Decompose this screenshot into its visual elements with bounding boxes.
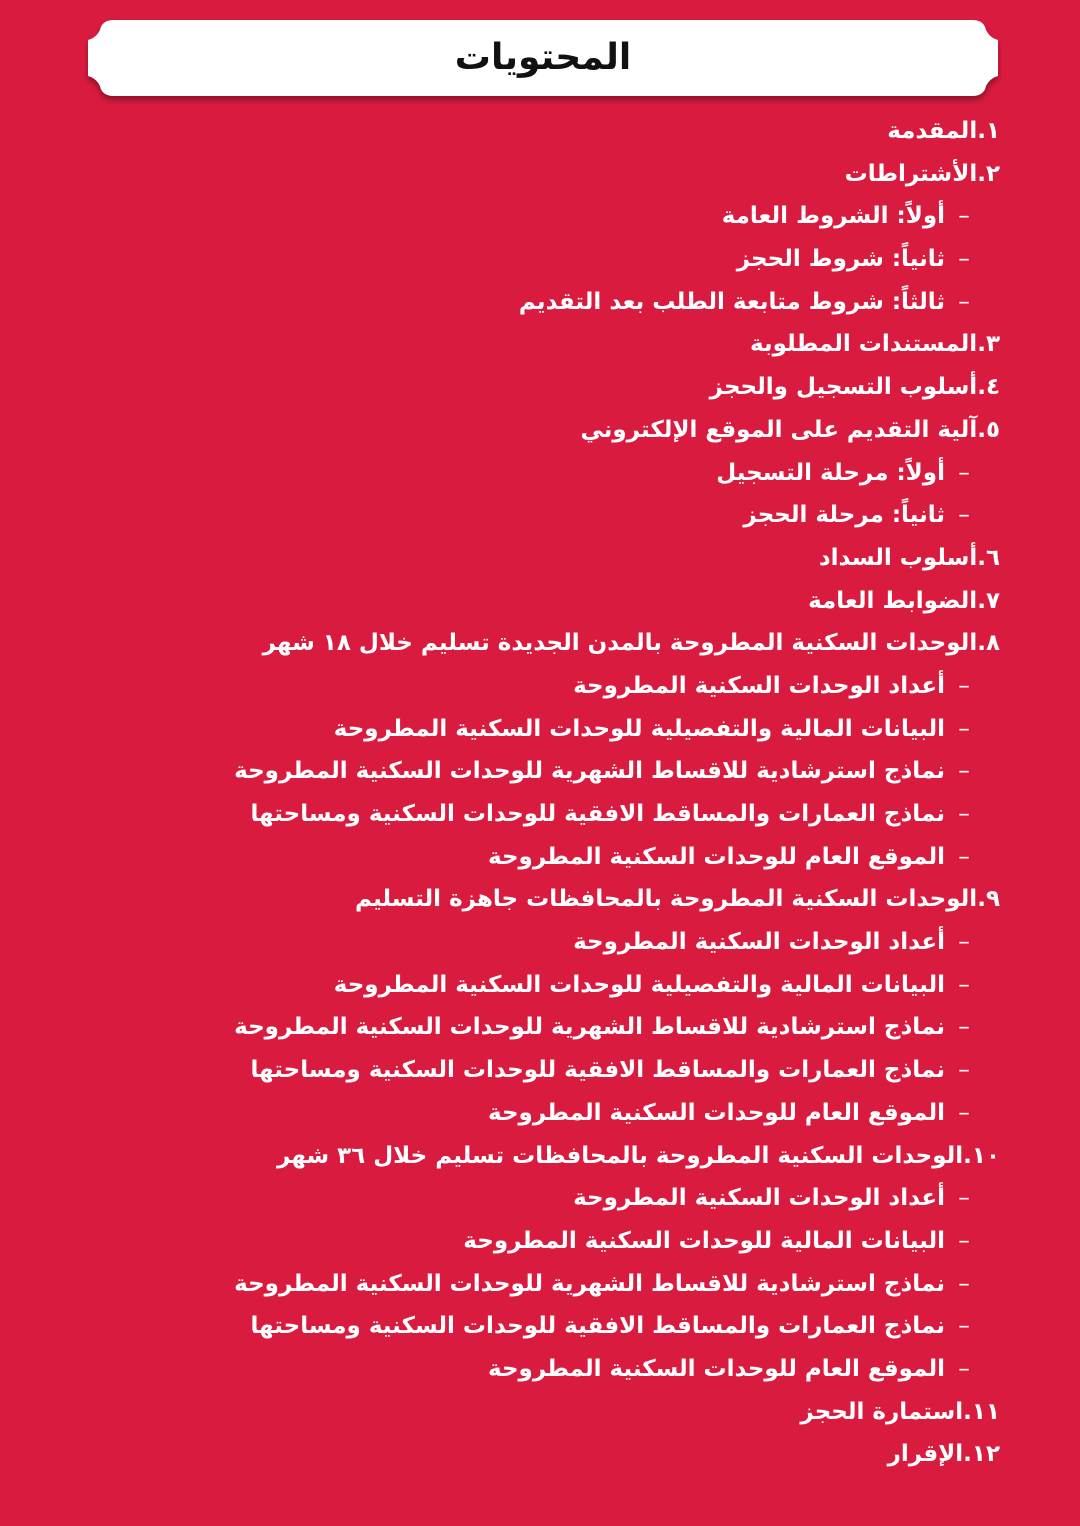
toc-subsection	[0, 665, 1080, 708]
toc-subsection	[0, 238, 1080, 281]
toc-item-label: نماذج العمارات والمساقط الافقية للوحدات السكنية ومساحتها	[250, 801, 945, 827]
toc-subsection	[0, 1006, 1080, 1049]
dash-bullet-icon: –	[958, 843, 970, 870]
toc-subsection	[0, 494, 1080, 537]
toc-section-number: ٤.	[977, 374, 1000, 401]
toc-item-label: الأشتراطات	[844, 160, 978, 187]
toc-item-label: البيانات المالية والتفصيلية للوحدات السكنية المطروحة	[333, 715, 945, 742]
toc-item-label: الضوابط العامة	[808, 587, 978, 614]
dash-bullet-icon: –	[958, 1185, 970, 1212]
toc-subsection	[0, 836, 1080, 879]
toc-section	[0, 110, 1080, 153]
toc-subsection	[0, 1348, 1080, 1391]
toc-item-label: البيانات المالية للوحدات السكنية المطروحة	[463, 1227, 945, 1254]
toc-item-label: نماذج العمارات والمساقط الافقية للوحدات السكنية ومساحتها	[250, 1057, 945, 1084]
toc-item-label: المقدمة	[887, 118, 978, 144]
dash-bullet-icon: –	[958, 1099, 970, 1126]
toc-subsection	[0, 1305, 1080, 1348]
toc-subsection	[0, 1220, 1080, 1263]
toc-subsection	[0, 708, 1080, 751]
toc-item-label: أعداد الوحدات السكنية المطروحة	[573, 672, 945, 699]
dash-bullet-icon: –	[958, 502, 970, 529]
toc-section	[0, 409, 1080, 452]
toc-item-label: أعداد الوحدات السكنية المطروحة	[573, 929, 945, 956]
toc-section-number: ١١.	[963, 1398, 1000, 1425]
toc-subsection	[0, 793, 1080, 836]
toc-subsection	[0, 1263, 1080, 1306]
dash-bullet-icon: –	[958, 459, 970, 486]
toc-section-number: ٧.	[977, 587, 1000, 614]
toc-subsection	[0, 195, 1080, 238]
dash-bullet-icon: –	[958, 203, 970, 230]
toc-section-number: ٥.	[977, 416, 1000, 443]
toc-item-label: الوحدات السكنية المطروحة بالمدن الجديدة تسليم خلال ١٨ شهر	[262, 630, 978, 657]
toc-subsection	[0, 750, 1080, 793]
toc-item-label: الموقع العام للوحدات السكنية المطروحة	[488, 843, 945, 870]
toc-section	[0, 1391, 1080, 1434]
dash-bullet-icon: –	[958, 246, 970, 273]
toc-section-number: ١.	[977, 118, 1000, 144]
toc-subsection	[0, 1049, 1080, 1092]
toc-section	[0, 366, 1080, 409]
toc-item-label: آلية التقديم على الموقع الإلكتروني	[580, 416, 978, 443]
toc-item-label: ثالثاً: شروط متابعة الطلب بعد التقديم	[518, 288, 945, 315]
table-of-contents	[0, 110, 1080, 1476]
toc-subsection	[0, 964, 1080, 1007]
toc-item-label: الإقرار	[887, 1441, 964, 1468]
page-title: المحتويات	[454, 37, 632, 78]
toc-item-label: ثانياً: مرحلة الحجز	[743, 502, 945, 529]
toc-item-label: أسلوب التسجيل والحجز	[709, 374, 978, 401]
toc-item-label: الوحدات السكنية المطروحة بالمحافظات تسليم خلال ٣٦ شهر	[277, 1142, 964, 1169]
toc-item-label: أولاً: مرحلة التسجيل	[716, 459, 945, 486]
dash-bullet-icon: –	[958, 672, 970, 699]
toc-section	[0, 580, 1080, 623]
toc-section-number: ١٠.	[963, 1142, 1000, 1169]
toc-item-label: أسلوب السداد	[818, 544, 978, 571]
toc-section	[0, 153, 1080, 196]
dash-bullet-icon: –	[958, 1227, 970, 1254]
toc-item-label: نماذج استرشادية للاقساط الشهرية للوحدات السكنية المطروحة	[234, 758, 945, 785]
dash-bullet-icon: –	[958, 1057, 970, 1084]
toc-section	[0, 622, 1080, 665]
toc-item-label: نماذج استرشادية للاقساط الشهرية للوحدات السكنية المطروحة	[234, 1014, 945, 1041]
toc-item-label: نماذج استرشادية للاقساط الشهرية للوحدات السكنية المطروحة	[234, 1270, 945, 1297]
title-banner	[84, 16, 1002, 104]
toc-item-label: نماذج العمارات والمساقط الافقية للوحدات السكنية ومساحتها	[250, 1313, 945, 1340]
toc-subsection	[0, 1177, 1080, 1220]
toc-item-label: ثانياً: شروط الحجز	[736, 246, 945, 273]
dash-bullet-icon: –	[958, 1014, 970, 1041]
toc-section-number: ١٢.	[963, 1441, 1000, 1468]
toc-section-number: ٦.	[977, 544, 1000, 571]
toc-item-label: أولاً: الشروط العامة	[721, 203, 945, 230]
dash-bullet-icon: –	[958, 971, 970, 998]
toc-section	[0, 1135, 1080, 1178]
toc-item-label: المستندات المطلوبة	[750, 331, 978, 358]
toc-section	[0, 323, 1080, 366]
dash-bullet-icon: –	[958, 715, 970, 742]
dash-bullet-icon: –	[958, 1270, 970, 1297]
dash-bullet-icon: –	[958, 288, 970, 315]
toc-section-number: ٩.	[977, 886, 1000, 913]
toc-subsection	[0, 452, 1080, 495]
dash-bullet-icon: –	[958, 1313, 970, 1340]
toc-item-label: استمارة الحجز	[800, 1398, 964, 1425]
toc-section	[0, 878, 1080, 921]
toc-subsection	[0, 921, 1080, 964]
toc-item-label: الموقع العام للوحدات السكنية المطروحة	[488, 1099, 945, 1126]
toc-item-label: الموقع العام للوحدات السكنية المطروحة	[488, 1355, 945, 1382]
toc-section	[0, 537, 1080, 580]
toc-section-number: ٢.	[977, 160, 1000, 187]
dash-bullet-icon: –	[958, 929, 970, 956]
toc-item-label: الوحدات السكنية المطروحة بالمحافظات جاهزة التسليم	[354, 886, 978, 913]
toc-section	[0, 1433, 1080, 1476]
toc-item-label: البيانات المالية والتفصيلية للوحدات السكنية المطروحة	[333, 971, 945, 998]
toc-subsection	[0, 1092, 1080, 1135]
toc-section-number: ٣.	[977, 331, 1000, 358]
toc-section-number: ٨.	[977, 630, 1000, 657]
toc-subsection	[0, 281, 1080, 324]
dash-bullet-icon: –	[958, 1355, 970, 1382]
toc-item-label: أعداد الوحدات السكنية المطروحة	[573, 1185, 945, 1212]
dash-bullet-icon: –	[958, 758, 970, 785]
dash-bullet-icon: –	[958, 801, 970, 827]
